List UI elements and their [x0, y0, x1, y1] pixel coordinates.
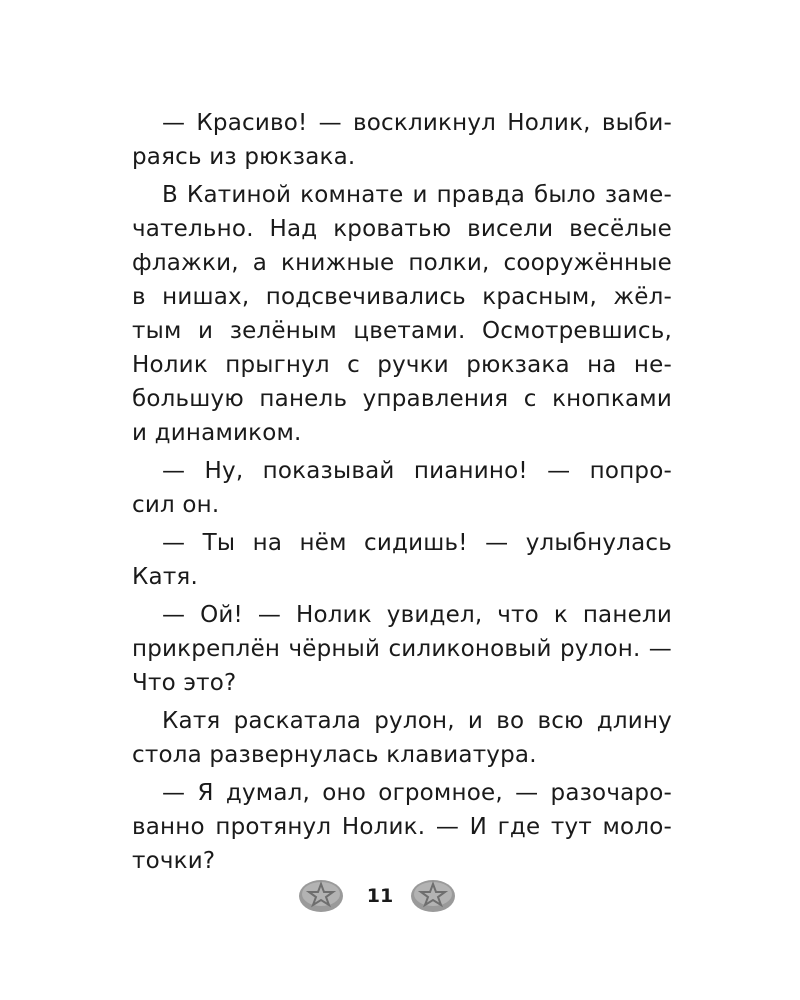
text-line: ванно протянул Нолик. — И где тут моло- [132, 814, 672, 840]
page-number: 11 [366, 885, 394, 907]
text-line: Что это? [132, 670, 237, 696]
page-footer [0, 876, 800, 916]
text-line: стола развернулась клавиатура. [132, 742, 537, 768]
text-line: — Красиво! — воскликнул Нолик, выби- [162, 110, 672, 136]
text-line: — Ну, показывай пианино! — попро- [162, 458, 672, 484]
text-line: Нолик прыгнул с ручки рюкзака на не- [132, 352, 672, 378]
text-line: большую панель управления с кнопками [132, 386, 672, 412]
text-line: и динамиком. [132, 420, 302, 446]
text-line: точки? [132, 848, 216, 874]
text-line: сил он. [132, 492, 220, 518]
text-line: Катя раскатала рулон, и во всю длину [162, 708, 672, 734]
text-line: — Ты на нём сидишь! — улыбнулась [162, 530, 672, 556]
text-line: прикреплён чёрный силиконовый рулон. — [132, 636, 672, 662]
star-coin-icon [298, 878, 344, 914]
text-line: флажки, а книжные полки, сооружённые [132, 250, 672, 276]
text-line: в нишах, подсвечивались красным, жёл- [132, 284, 672, 310]
text-line: раясь из рюкзака. [132, 144, 356, 170]
text-line: — Я думал, оно огромное, — разочаро- [162, 780, 672, 806]
text-line: Катя. [132, 564, 198, 590]
star-coin-icon [410, 878, 456, 914]
text-line: чательно. Над кроватью висели весёлые [132, 216, 672, 242]
text-line: — Ой! — Нолик увидел, что к панели [162, 602, 672, 628]
text-line: В Катиной комнате и правда было заме- [162, 182, 672, 208]
text-line: тым и зелёным цветами. Осмотревшись, [132, 318, 672, 344]
body-text [132, 106, 672, 878]
